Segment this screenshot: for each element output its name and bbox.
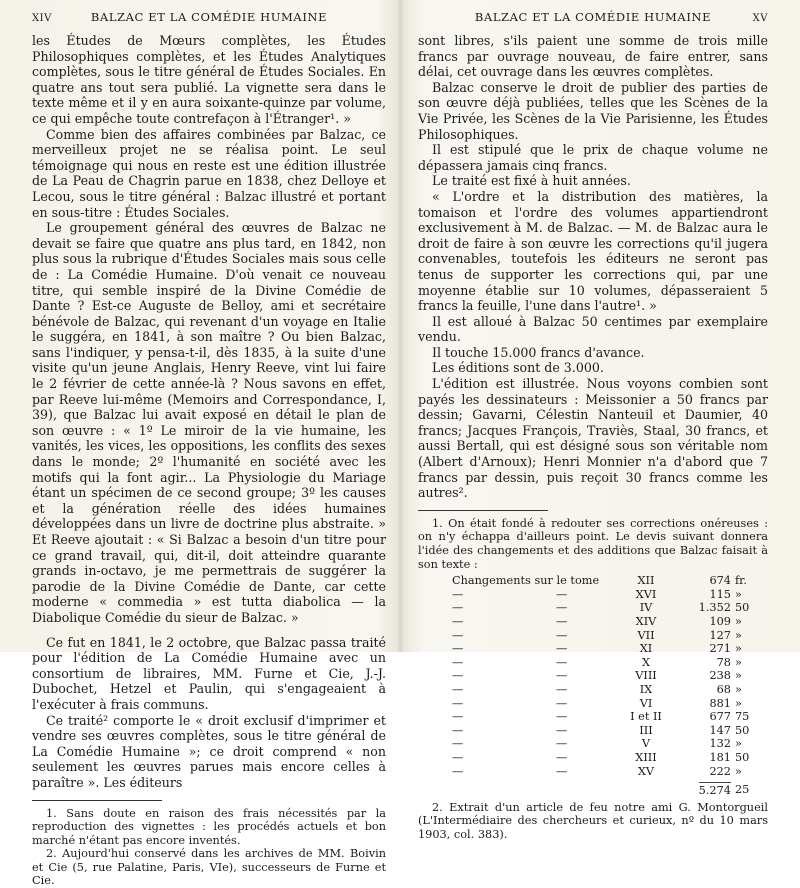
table-tome: XIII	[611, 751, 681, 765]
table-amount: 132	[681, 737, 731, 751]
right-paragraph: Il est alloué à Balzac 50 centimes par exemplaire vendu.	[418, 314, 768, 345]
right-running-title: BALZAC ET LA COMÉDIE HUMAINE	[433, 10, 752, 24]
table-tome: XI	[611, 642, 681, 656]
right-running-head	[418, 10, 768, 26]
right-paragraph: « L'ordre et la distribution des matières, la tomaison et l'ordre des volumes appartiendront exclusivement à M. de Balzac. — M. de Balzac aura le droit de faire à son œuvre les corrections qu'il jugera convenables, toutefois les éditeurs ne seront pas tenus de supporter les corrections qui, par une moyenne établie sur 10 volumes, dépasseraient 5 francs la feuille, l'une dans l'autre¹. »	[418, 189, 768, 314]
left-running-title: BALZAC ET LA COMÉDIE HUMAINE	[52, 10, 366, 24]
table-amount: 1.352	[681, 601, 731, 615]
table-amount: 271	[681, 642, 731, 656]
left-paragraph: Ce fut en 1841, le 2 octobre, que Balzac passa traité pour l'édition de La Comédie Humaine avec un consortium de libraires, MM. Furne et Cie, J.-J. Dubochet, Hetzel et Paulin, qui s'engageaient à l'exécuter à frais communs.	[32, 635, 386, 713]
table-row	[452, 656, 765, 670]
right-paragraph: Il est stipulé que le prix de chaque volume ne dépassera jamais cinq francs.	[418, 142, 768, 173]
right-page	[400, 0, 800, 652]
table-tome: VIII	[611, 669, 681, 683]
table-unit: »	[731, 765, 765, 779]
table-ditto: —	[452, 697, 556, 711]
left-page	[0, 0, 400, 652]
table-row	[452, 751, 765, 765]
right-paragraph: sont libres, s'ils paient une somme de trois mille francs par ouvrage nouveau, de faire entrer, sans délai, cet ouvrage dans les œuvres complètes.	[418, 33, 768, 80]
table-unit: »	[731, 629, 765, 643]
table-unit: 50	[731, 751, 765, 765]
table-amount: 677	[681, 710, 731, 724]
left-body	[32, 33, 386, 791]
table-row	[452, 615, 765, 629]
table-tome: VI	[611, 697, 681, 711]
table-tome: VII	[611, 629, 681, 643]
table-unit: »	[731, 588, 765, 602]
right-footnotes	[418, 517, 768, 842]
table-ditto: —	[452, 601, 556, 615]
table-unit: »	[731, 683, 765, 697]
right-folio: XV	[753, 13, 768, 24]
table-row	[452, 724, 765, 738]
footnote-rule	[32, 800, 162, 801]
table-unit: »	[731, 615, 765, 629]
table-ditto: —	[452, 615, 556, 629]
table-ditto: —	[556, 642, 611, 656]
table-row	[452, 601, 765, 615]
table-total-amount	[681, 778, 731, 798]
left-paragraph: Ce traité² comporte le « droit exclusif d'imprimer et vendre ses œuvres complètes, sous le titre général de La Comédie Humaine »; ce droit comprend « non seulement les œuvres parues mais encore celles à paraître ». Les éditeurs	[32, 713, 386, 791]
left-paragraph: Le groupement général des œuvres de Balzac ne devait se faire que quatre ans plus tard, en 1842, non plus sous la rubrique d'Études Sociales mais sous celle de : La Comédie Humaine. D'où venait ce nouveau titre, qui semble inspiré de la Divine Comédie de Dante ? Est-ce Auguste de Belloy, ami et secrétaire bénévole de Balzac, qui revenant d'un voyage en Italie le suggéra, en 1841, à son maître ? Ou bien Balzac, sans l'indiquer, y pensa-t-il, dès 1835, à la suite d'une visite qu'un jeune Anglais, Henry Reeve, vint lui faire le 2 février de cette année-là ? Nous savons en effet, par Reeve lui-même (Memoirs and Correspondance, I, 39), que Balzac lui avait exposé en détail le plan de son œuvre : « 1º Le miroir de la vie humaine, les vanités, les vices, les oppositions, les conflits des sexes dans le monde; 2º l'humanité en société avec les motifs qui la font agir... La Physiologie du Mariage étant un spécimen de ce second groupe; 3º les causes et la génération réelle des idées humaines développées dans un livre de doctrine plus abstraite. » Et Reeve ajoutait : « Si Balzac a besoin d'un titre pour ce grand travail, qui, dit-il, doit atteindre quarante grands in-octavo, je me permettrais de suggérer la parodie de la Divine Comédie de Dante, car cette moderne « commedia » est tutta diabolica — la Diabolique Comédie du sieur de Balzac. »	[32, 220, 386, 625]
left-paragraph: Comme bien des affaires combinées par Balzac, ce merveilleux projet ne se réalisa point. Le seul témoignage qui nous en reste est une édition illustrée de La Peau de Chagrin parue en 1838, chez Delloye et Lecou, sous le titre général : Balzac illustré et portant en sous-titre : Études Sociales.	[32, 127, 386, 221]
table-row	[452, 629, 765, 643]
table-tome: V	[611, 737, 681, 751]
table-ditto: —	[452, 656, 556, 670]
footnote: 1. On était fondé à redouter ses corrections onéreuses : on n'y échappa d'ailleurs point. Le devis suivant donnera l'idée des changements et des additions que Balzac faisait à son texte :	[418, 517, 768, 571]
table-ditto: —	[556, 724, 611, 738]
table-tome: XVI	[611, 588, 681, 602]
table-row	[452, 697, 765, 711]
table-amount: 127	[681, 629, 731, 643]
table-row	[452, 642, 765, 656]
table-unit: fr.	[731, 574, 765, 588]
footnote: 1. Sans doute en raison des frais nécessités par la reproduction des vignettes : les procédés actuels et bon marché n'étant pas encore inventés.	[32, 807, 386, 848]
table-ditto: —	[452, 751, 556, 765]
table-tome: IV	[611, 601, 681, 615]
table-unit: »	[731, 642, 765, 656]
table-amount: 78	[681, 656, 731, 670]
table-row	[452, 574, 765, 588]
left-folio: XIV	[32, 13, 52, 24]
table-ditto: —	[452, 683, 556, 697]
right-body	[418, 33, 768, 501]
left-paragraph: les Études de Mœurs complètes, les Études Philosophiques complètes, et les Études Analytiques complètes, sous le titre général de Études Sociales. En quatre ans tout sera publié. La vignette sera dans le texte même et il y en aura soixante-quinze par volume, ce qui empêche toute contrefaçon à l'Étranger¹. »	[32, 33, 386, 127]
table-row	[452, 765, 765, 779]
table-ditto: —	[452, 588, 556, 602]
table-total-row	[452, 778, 765, 798]
table-ditto: —	[452, 737, 556, 751]
table-ditto: —	[556, 615, 611, 629]
table-tome: IX	[611, 683, 681, 697]
table-unit: »	[731, 656, 765, 670]
right-paragraph: Il touche 15.000 francs d'avance.	[418, 345, 768, 361]
table-tome: XV	[611, 765, 681, 779]
footnote: 2. Extrait d'un article de feu notre ami G. Montorgueil (L'Intermédiaire des chercheurs et curieux, nº du 10 mars 1903, col. 383).	[418, 801, 768, 842]
table-ditto: —	[452, 629, 556, 643]
table-total-unit: 25	[731, 778, 765, 798]
table-amount: 147	[681, 724, 731, 738]
table-row	[452, 588, 765, 602]
table-tome: XII	[611, 574, 681, 588]
table-ditto: —	[556, 629, 611, 643]
table-row	[452, 737, 765, 751]
table-ditto: —	[452, 669, 556, 683]
table-unit: »	[731, 737, 765, 751]
table-ditto: —	[556, 765, 611, 779]
table-unit: »	[731, 697, 765, 711]
table-tome: X	[611, 656, 681, 670]
table-amount: 109	[681, 615, 731, 629]
right-paragraph: Le traité est fixé à huit années.	[418, 173, 768, 189]
table-unit: 50	[731, 724, 765, 738]
total-amount-value: 5.274	[699, 782, 731, 798]
table-ditto: —	[556, 683, 611, 697]
table-ditto: —	[452, 710, 556, 724]
footnote: 2. Aujourd'hui conservé dans les archives de MM. Boivin et Cie (5, rue Palatine, Paris, VIe), successeurs de Furne et Cie.	[32, 847, 386, 888]
table-row	[452, 710, 765, 724]
table-ditto: —	[556, 656, 611, 670]
table-row-label: Changements sur le tome	[452, 574, 611, 588]
left-footnotes	[32, 807, 386, 888]
table-ditto: —	[556, 737, 611, 751]
right-paragraph: L'édition est illustrée. Nous voyons combien sont payés les dessinateurs : Meissonier a 50 francs par dessin; Gavarni, Célestin Nanteuil et Daumier, 40 francs; Jacques François, Traviès, Staal, 30 francs, et aussi Bertall, qui est désigné sous son véritable nom (Albert d'Arnoux); Henri Monnier n'a d'abord que 7 francs par dessin, puis reçoit 30 francs comme les autres².	[418, 376, 768, 501]
table-amount: 68	[681, 683, 731, 697]
table-tome: XIV	[611, 615, 681, 629]
table-ditto: —	[556, 751, 611, 765]
table-amount: 115	[681, 588, 731, 602]
table-unit: 50	[731, 601, 765, 615]
table-ditto: —	[556, 710, 611, 724]
table-ditto: —	[556, 669, 611, 683]
corrections-table	[452, 574, 765, 798]
right-paragraph: Balzac conserve le droit de publier des parties de son œuvre déjà publiées, telles que les Scènes de la Vie Privée, les Scènes de la Vie Parisienne, les Études Philosophiques.	[418, 80, 768, 142]
table-ditto: —	[452, 724, 556, 738]
table-ditto: —	[556, 601, 611, 615]
table-amount: 674	[681, 574, 731, 588]
table-ditto: —	[452, 765, 556, 779]
table-ditto: —	[556, 588, 611, 602]
table-unit: »	[731, 669, 765, 683]
table-unit: 75	[731, 710, 765, 724]
table-ditto: —	[452, 642, 556, 656]
left-running-head	[32, 10, 386, 26]
table-tome: III	[611, 724, 681, 738]
table-tome: I et II	[611, 710, 681, 724]
table-amount: 238	[681, 669, 731, 683]
table-row	[452, 669, 765, 683]
table-row	[452, 683, 765, 697]
footnote-rule	[418, 510, 548, 511]
table-amount: 881	[681, 697, 731, 711]
table-amount: 181	[681, 751, 731, 765]
right-paragraph: Les éditions sont de 3.000.	[418, 360, 768, 376]
table-amount: 222	[681, 765, 731, 779]
table-ditto: —	[556, 697, 611, 711]
